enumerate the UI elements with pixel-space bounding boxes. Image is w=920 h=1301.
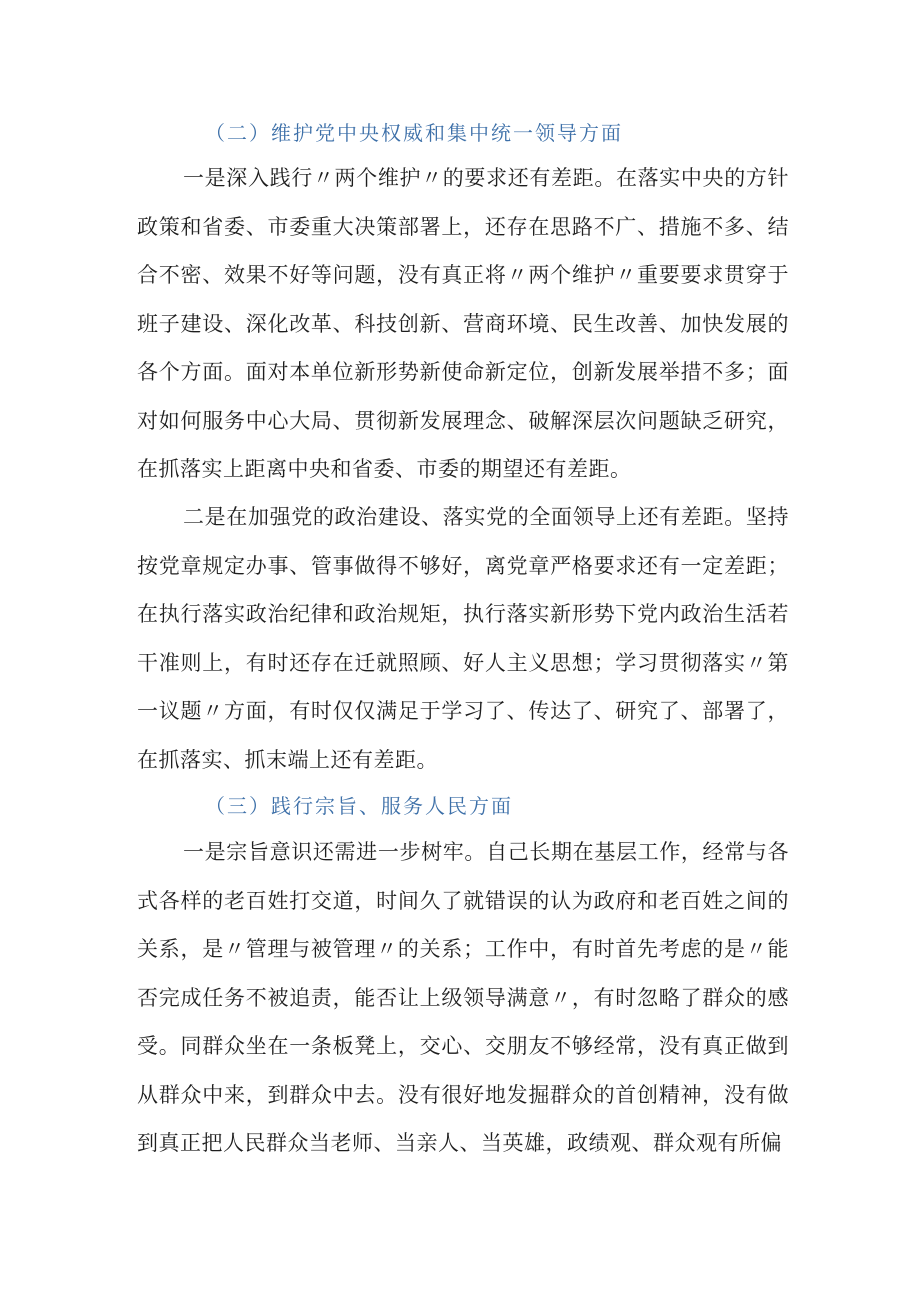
paragraph-party-political-building: 二是在加强党的政治建设、落实党的全面领导上还有差距。坚持按党章规定办事、管事做得不够好，离党章严格要求还有一定差距；在执行落实政治纪律和政治规矩，执行落实新形势下党内政治生活若干准则上，有时还存在迁就照顾、好人主义思想；学习贯彻落实〃第一议题〃方面，有时仅仅满足于学习了、传达了、研究了、部署了，在抓落实、抓末端上还有差距。 [137, 505, 789, 772]
paragraph-purpose-awareness: 一是宗旨意识还需进一步树牢。自己长期在基层工作，经常与各式各样的老百姓打交道，时间久了就错误的认为政府和老百姓之间的关系，是〃管理与被管理〃的关系；工作中，有时首先考虑的是〃能否完成任务不被追责，能否让上级领导满意〃，有时忽略了群众的感受。同群众坐在一条板凳上，交心、交朋友不够经常，没有真正做到从群众中来，到群众中去。没有很好地发掘群众的首创精神，没有做到真正把人民群众当老师、当亲人、当英雄，政绩观、群众观有所偏 [137, 840, 789, 1155]
section-heading-3: （三）践行宗旨、服务人民方面 [205, 794, 513, 818]
paragraph-two-safeguards: 一是深入践行〃两个维护〃的要求还有差距。在落实中央的方针政策和省委、市委重大决策部署上，还存在思路不广、措施不多、结合不密、效果不好等问题，没有真正将〃两个维护〃重要要求贯穿于班子建设、深化改革、科技创新、营商环境、民生改善、加快发展的各个方面。面对本单位新形势新使命新定位，创新发展举措不多；面对如何服务中心大局、贯彻新发展理念、破解深层次问题缺乏研究，在抓落实上距离中央和省委、市委的期望还有差距。 [137, 166, 789, 481]
section-heading-2: （二）维护党中央权威和集中统一领导方面 [205, 121, 623, 145]
